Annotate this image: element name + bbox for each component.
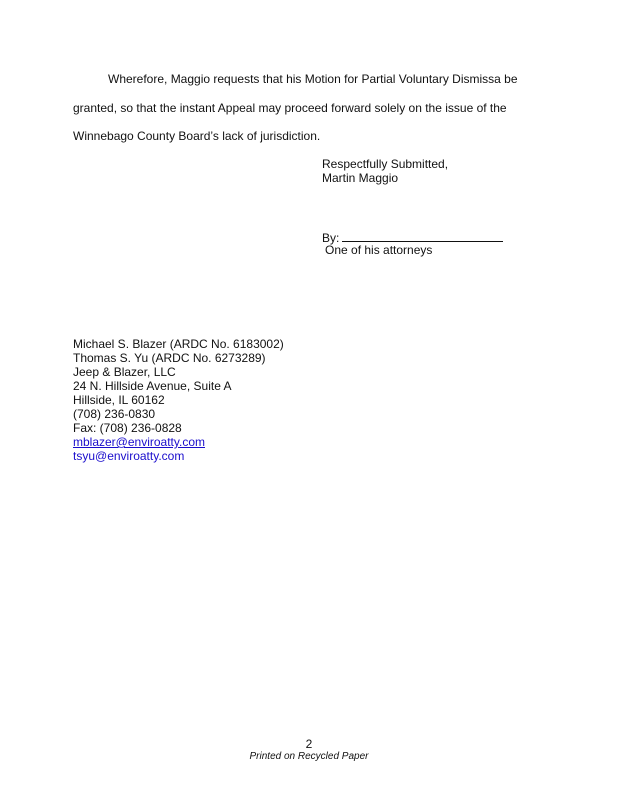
- signature-name: Martin Maggio: [322, 171, 399, 185]
- counsel-phone: (708) 236-0830: [73, 407, 156, 421]
- signature-closing: Respectfully Submitted,: [322, 157, 449, 171]
- page-number: 2: [305, 737, 313, 751]
- counsel-line-2: Thomas S. Yu (ARDC No. 6273289): [73, 351, 266, 365]
- counsel-address-street: 24 N. Hillside Avenue, Suite A: [73, 379, 232, 393]
- paragraph-line-2: granted, so that the instant Appeal may proceed forward solely on the issue of the: [73, 101, 507, 115]
- paragraph-line-1: Wherefore, Maggio requests that his Motion for Partial Voluntary Dismissa be: [108, 72, 518, 86]
- email-link-tsyu[interactable]: tsyu@enviroatty.com: [73, 449, 185, 463]
- signature-blank-line: [342, 230, 503, 242]
- signature-by-label: By:: [322, 231, 340, 245]
- counsel-fax: Fax: (708) 236-0828: [73, 421, 182, 435]
- footer-note: Printed on Recycled Paper: [249, 751, 369, 762]
- signature-role: One of his attorneys: [325, 243, 433, 257]
- counsel-firm: Jeep & Blazer, LLC: [73, 365, 176, 379]
- counsel-line-1: Michael S. Blazer (ARDC No. 6183002): [73, 337, 284, 351]
- email-link-mblazer[interactable]: mblazer@enviroatty.com: [73, 435, 205, 449]
- counsel-address-city: Hillside, IL 60162: [73, 393, 165, 407]
- paragraph-line-3: Winnebago County Board’s lack of jurisdiction.: [73, 129, 321, 143]
